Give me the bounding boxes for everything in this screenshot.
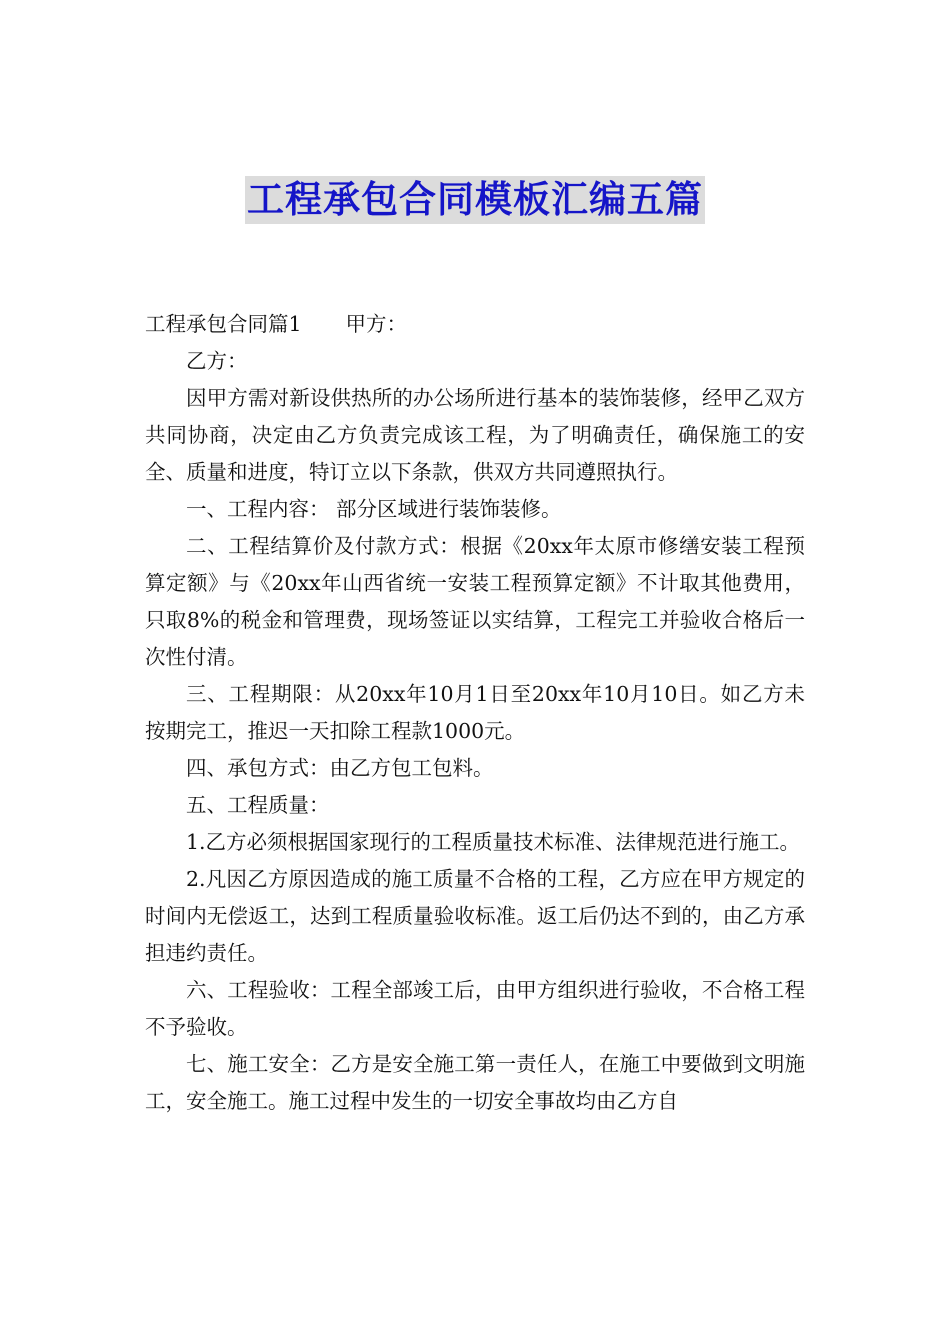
document-title: 工程承包合同模板汇编五篇 xyxy=(245,176,705,224)
paragraph-clause-1: 一、工程内容： 部分区域进行装饰装修。 xyxy=(186,497,562,521)
paragraph-clause-2: 二、工程结算价及付款方式：根据《20xx年太原市修缮安装工程预算定额》与《20xx年山西省统一安装工程预算定额》不计取其他费用，只取8%的税金和管理费，现场签证以实结算，工程完工并验收合格后一次性付清。 xyxy=(145,534,805,669)
title-container xyxy=(0,176,950,224)
paragraph-clause-4: 四、承包方式：由乙方包工包料。 xyxy=(186,756,494,780)
heading-line xyxy=(145,306,805,343)
paragraph-party-b: 乙方： xyxy=(186,349,248,373)
paragraph-intro: 因甲方需对新设供热所的办公场所进行基本的装饰装修，经甲乙双方共同协商，决定由乙方负责完成该工程，为了明确责任，确保施工的安全、质量和进度，特订立以下条款，供双方共同遵照执行。 xyxy=(145,386,805,484)
party-a-label: 甲方： xyxy=(345,312,408,336)
section-heading: 工程承包合同篇1 xyxy=(145,312,302,336)
paragraph-clause-5-item-2: 2.凡因乙方原因造成的施工质量不合格的工程，乙方应在甲方规定的时间内无偿返工，达到工程质量验收标准。返工后仍达不到的，由乙方承担违约责任。 xyxy=(145,867,805,965)
paragraph-clause-5: 五、工程质量： xyxy=(186,793,330,817)
paragraph-clause-5-item-1: 1.乙方必须根据国家现行的工程质量技术标准、法律规范进行施工。 xyxy=(186,830,801,854)
document-body xyxy=(145,306,805,1120)
paragraph-clause-6: 六、工程验收：工程全部竣工后，由甲方组织进行验收，不合格工程不予验收。 xyxy=(145,978,805,1039)
paragraph-clause-3: 三、工程期限：从20xx年10月1日至20xx年10月10日。如乙方未按期完工，推迟一天扣除工程款1000元。 xyxy=(145,682,805,743)
paragraph-clause-7: 七、施工安全：乙方是安全施工第一责任人，在施工中要做到文明施工，安全施工。施工过程中发生的一切安全事故均由乙方自 xyxy=(145,1052,805,1113)
